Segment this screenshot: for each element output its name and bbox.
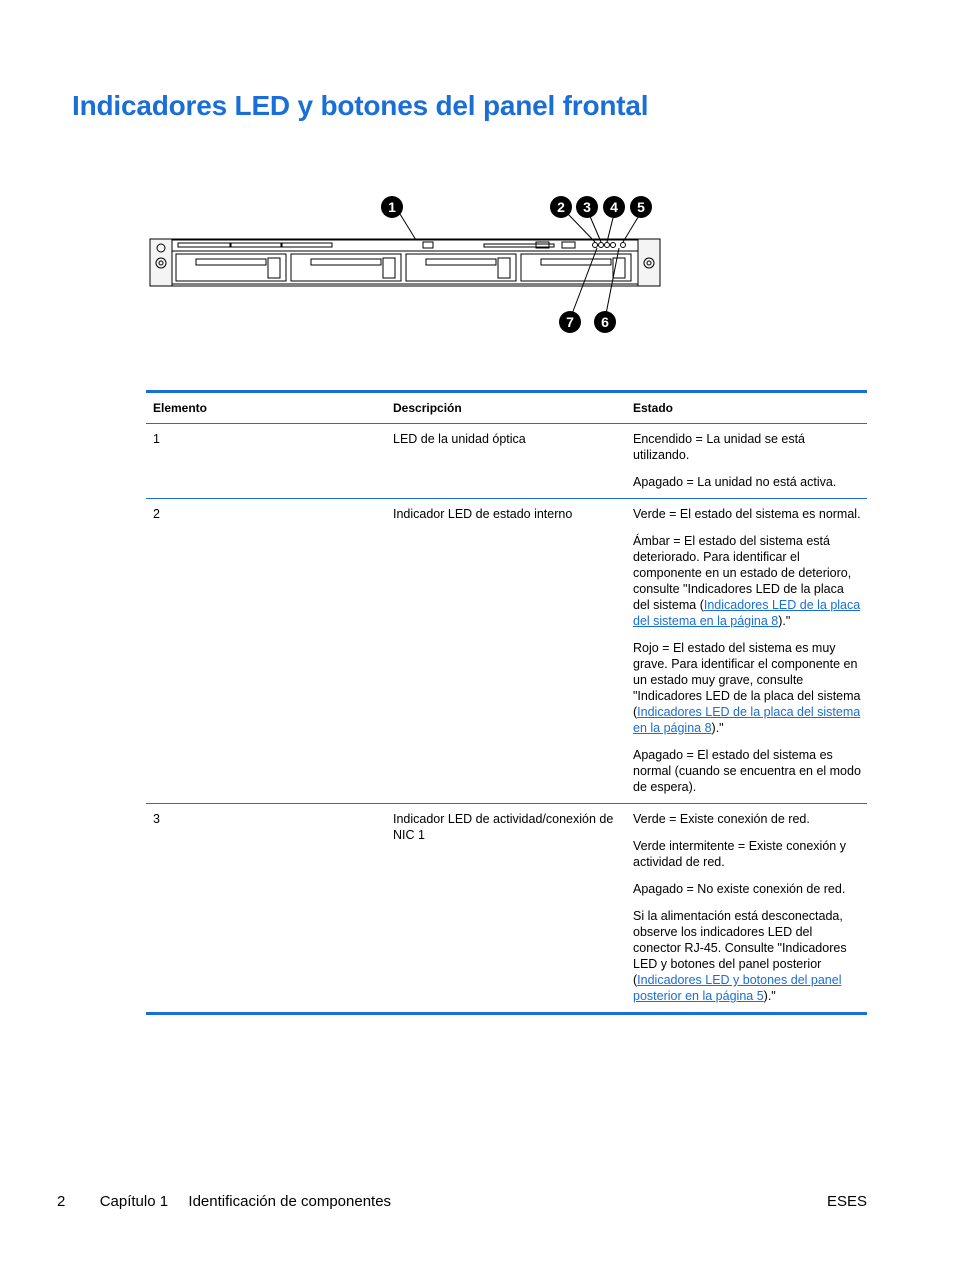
row-item: 1 xyxy=(153,432,160,446)
row-status xyxy=(626,431,867,490)
status-line: Encendido = La unidad se está utilizando. xyxy=(633,432,806,462)
status-text: Si la alimentación está desconectada, observe los indicadores LED del conector RJ-45. Consulte "Indicadores LED y botones del panel posterior ( xyxy=(633,909,847,987)
svg-text:4: 4 xyxy=(610,199,618,215)
callout-6 xyxy=(594,311,616,333)
svg-text:7: 7 xyxy=(566,314,574,330)
svg-text:5: 5 xyxy=(637,199,645,215)
row-description: Indicador LED de estado interno xyxy=(393,507,573,521)
table-header xyxy=(146,393,867,424)
footer-left xyxy=(57,1193,391,1210)
row-description: Indicador LED de actividad/conexión de NIC 1 xyxy=(393,812,614,842)
header-elemento: Elemento xyxy=(153,401,208,415)
row-description: LED de la unidad óptica xyxy=(393,432,526,446)
svg-text:2: 2 xyxy=(557,199,565,215)
status-text-after: )." xyxy=(763,989,776,1003)
status-line: Apagado = No existe conexión de red. xyxy=(633,882,846,896)
callout-4 xyxy=(603,196,625,218)
header-estado: Estado xyxy=(633,401,674,415)
led-table xyxy=(146,390,867,1015)
system-board-leds-link[interactable]: Indicadores LED de la placa del sistema en la página 8 xyxy=(633,705,861,735)
table-row xyxy=(146,499,867,804)
status-line: Apagado = La unidad no está activa. xyxy=(633,475,837,489)
status-line: Verde intermitente = Existe conexión y actividad de red. xyxy=(633,839,846,869)
header-descripcion: Descripción xyxy=(393,401,462,415)
status-line xyxy=(633,908,861,1004)
page-number: 2 xyxy=(57,1193,66,1210)
chapter-label: Capítulo 1 xyxy=(99,1193,169,1210)
svg-text:6: 6 xyxy=(601,314,609,330)
rear-panel-leds-link[interactable]: Indicadores LED y botones del panel posterior en la página 5 xyxy=(633,973,842,1003)
front-panel-diagram xyxy=(146,190,666,340)
callout-5 xyxy=(630,196,652,218)
status-text-after: )." xyxy=(711,721,724,735)
table-row xyxy=(146,424,867,499)
callout-1 xyxy=(381,196,403,218)
row-item: 3 xyxy=(153,812,160,826)
page-title: Indicadores LED y botones del panel frontal xyxy=(72,90,649,121)
status-line: Verde = El estado del sistema es normal. xyxy=(633,507,861,521)
status-text-after: )." xyxy=(778,614,791,628)
callout-2 xyxy=(550,196,572,218)
callout-3 xyxy=(576,196,598,218)
language-code: ESES xyxy=(826,1193,867,1210)
callout-7 xyxy=(559,311,581,333)
svg-text:3: 3 xyxy=(583,199,591,215)
status-line: Verde = Existe conexión de red. xyxy=(633,812,810,826)
row-status xyxy=(626,506,867,795)
status-line xyxy=(633,533,861,629)
row-status xyxy=(626,811,867,1004)
system-board-leds-link[interactable]: Indicadores LED de la placa del sistema en la página 8 xyxy=(633,598,861,628)
status-line xyxy=(633,640,861,736)
status-text: Ámbar = El estado del sistema está deteriorado. Para identificar el componente en un estado de deterioro, consulte "Indicadores LED de la placa del sistema ( xyxy=(633,534,852,612)
table-row xyxy=(146,804,867,1012)
status-text: Rojo = El estado del sistema es muy grave. Para identificar el componente en un estado muy grave, consulte "Indicadores LED de la placa del sistema ( xyxy=(633,641,861,719)
row-item: 2 xyxy=(153,507,160,521)
svg-text:1: 1 xyxy=(388,199,396,215)
chapter-title: Identificación de componentes xyxy=(188,1193,392,1210)
status-line: Apagado = El estado del sistema es normal (cuando se encuentra en el modo de espera). xyxy=(633,748,861,794)
page-footer xyxy=(57,1193,867,1210)
